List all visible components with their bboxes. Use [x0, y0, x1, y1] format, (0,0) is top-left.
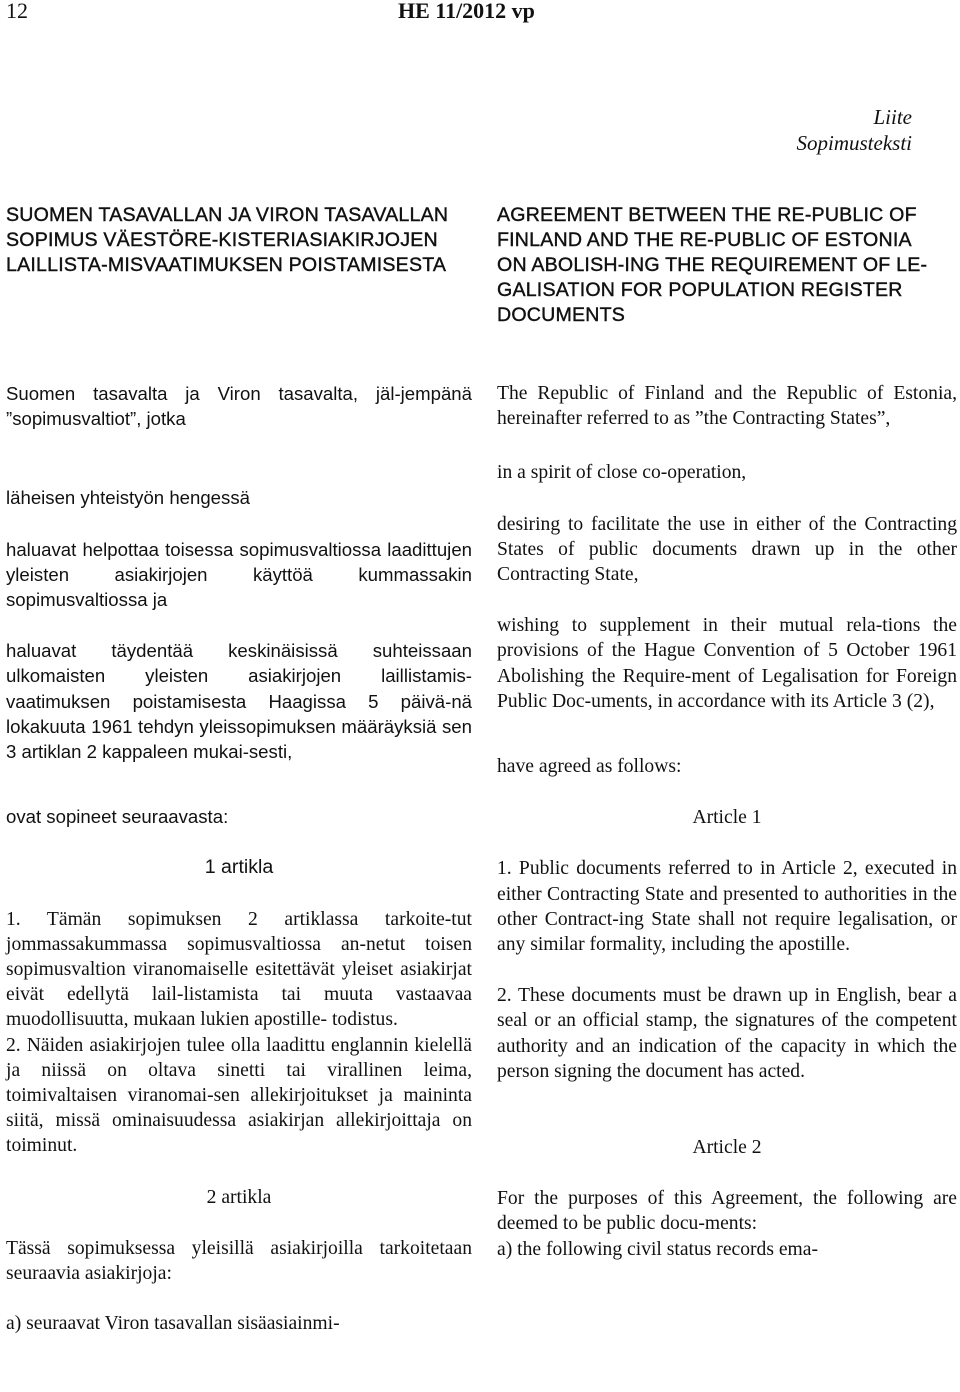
finnish-article-2-paragraph-1: Tässä sopimuksessa yleisillä asiakirjoilla tarkoitetaan seuraavia asiakirjoja: [6, 1237, 472, 1285]
page-header [0, 0, 960, 28]
finnish-parties-text: Suomen tasavalta ja Viron tasavalta, jäl-jempänä ”sopimusvaltiot”, jotka [6, 383, 472, 430]
english-column [497, 203, 957, 368]
english-article-1-paragraph-2: 2. These documents must be drawn up in English, bear a seal or an official stamp, the signatures of the competent authority and an indication of the capacity in which the person signing the document has acted. [497, 985, 957, 1082]
annex-subtitle: Sopimusteksti [796, 131, 912, 155]
english-recital-1: in a spirit of close co-operation, [497, 462, 747, 484]
english-article-1-heading: Article 1 [692, 807, 762, 829]
annex-title: Liite [873, 105, 912, 129]
english-article-1-paragraph-1: 1. Public documents referred to in Article 2, executed in either Contracting State and presented to authorities in the other Contract-ing State shall not require legalisation, or any similar formality, including the apostille. [497, 858, 957, 956]
english-parties: The Republic of Finland and the Republic of Estonia, hereinafter referred to as ”the Contracting States”, [497, 383, 957, 430]
english-recital-2: desiring to facilitate the use in either of the Contracting States of public documents drawn up in the other Contracting State, [497, 513, 957, 586]
english-article-2-heading: Article 2 [692, 1137, 762, 1159]
finnish-body [6, 381, 472, 1336]
finnish-title: SUOMEN TASAVALLAN JA VIRON TASAVALLAN SOPIMUS VÄESTÖRE-KISTERIASIAKIRJOJEN LAILLISTA-MISVAATIMUKSEN POISTAMISESTA [6, 204, 449, 276]
english-article-2-item-a: a) the following civil status records ema- [497, 1238, 819, 1260]
english-agreed: have agreed as follows: [497, 756, 682, 778]
finnish-agreed: ovat sopineet seuraavasta: [6, 806, 229, 828]
english-title: AGREEMENT BETWEEN THE RE-PUBLIC OF FINLAND AND THE RE-PUBLIC OF ESTONIA ON ABOLISH-ING THE REQUIREMENT OF LE-GALISATION FOR POPULATION REGISTER DOCUMENTS [497, 204, 928, 326]
finnish-article-1-paragraph-1: 1. Tämän sopimuksen 2 artiklassa tarkoite-tut jommassakummassa sopimusvaltiossa an-netut toisen sopimusvaltion viranomaiselle esitettävät yleiset asiakirjat eivät edellytä lail-listamista tai muuta vastaavaa muodollisuutta, mukaan lukien apostille- todistus. [6, 908, 472, 1031]
annex-label [797, 104, 913, 156]
finnish-article-1-paragraph-2: 2. Näiden asiakirjojen tulee olla laadittu englannin kielellä ja niissä on oltava sinetti tai virallinen leima, toimivaltaisen viranomai-sen allekirjoitukset ja maininta siitä, missä ominaisuudessa asiakirjan allekirjoittaja on toiminut. [6, 1034, 472, 1157]
finnish-recital-3: haluavat täydentää keskinäisissä suhteissaan ulkomaisten yleisten asiakirjojen laillistamis-vaatimuksen poistamisesta Haagissa 5 päivä-nä lokakuuta 1961 tehdyn yleissopimuksen määräyksiä sen 3 artiklan 2 kappaleen mukai-sesti, [6, 640, 472, 763]
document-id: HE 11/2012 vp [398, 0, 535, 23]
finnish-column [6, 203, 472, 318]
finnish-article-2-heading: 2 artikla [206, 1186, 272, 1208]
english-recital-3: wishing to supplement in their mutual rela-tions the provisions of the Hague Convention of 5 October 1961 Abolishing the Require-ment of Legalisation for Foreign Public Doc-uments, in accordance with its Article 3 (2), [497, 615, 957, 712]
english-article-2-paragraph-1: For the purposes of this Agreement, the following are deemed to be public docu-ments: [497, 1188, 957, 1235]
page-number: 12 [6, 0, 28, 23]
finnish-article-2-item-a: a) seuraavat Viron tasavallan sisäasiainmi- [6, 1313, 340, 1335]
finnish-article-1-heading: 1 artikla [204, 856, 274, 879]
finnish-recital-1: läheisen yhteistyön hengessä [6, 487, 250, 509]
english-body [497, 381, 957, 1262]
finnish-recital-2: haluavat helpottaa toisessa sopimusvaltiossa laadittujen yleisten asiakirjojen käyttöä kummassakin sopimusvaltiossa ja [6, 538, 472, 611]
